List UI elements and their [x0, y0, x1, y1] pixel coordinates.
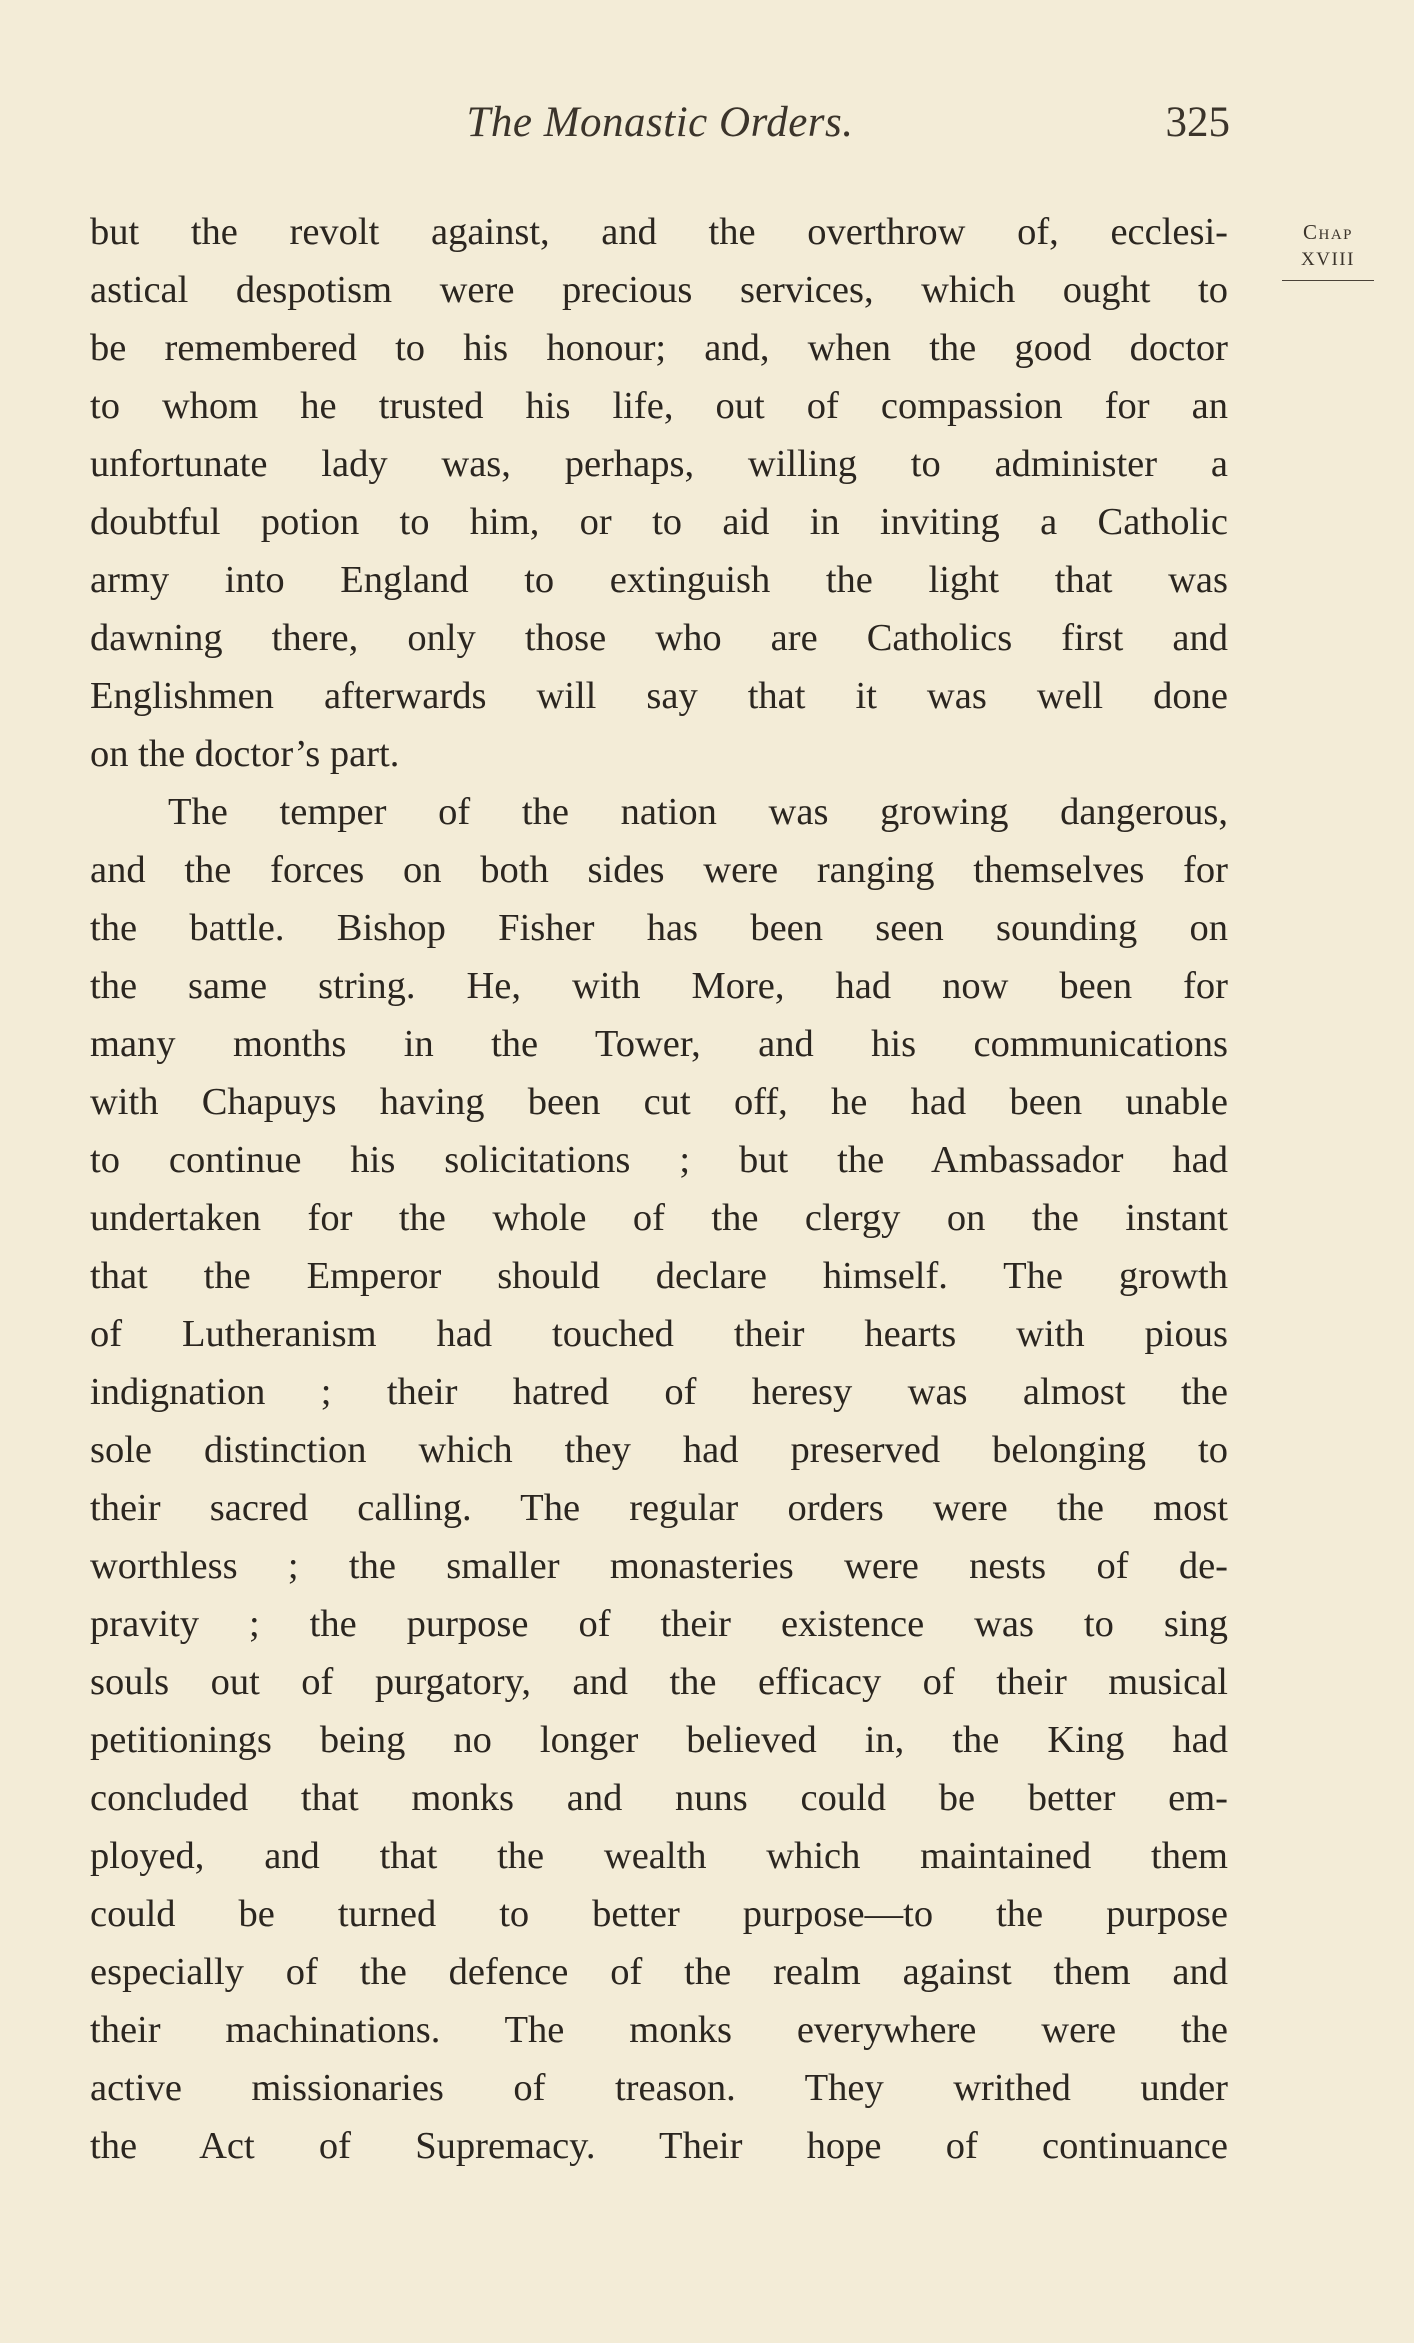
- text-line: worthless ; the smaller monasteries were nests of de-: [90, 1545, 1228, 1587]
- text-line: petitionings being no longer believed in, the King had: [90, 1719, 1228, 1761]
- text-line: astical despotism were precious services, which ought to: [90, 269, 1228, 311]
- chapter-label: Chap: [1302, 220, 1353, 244]
- text-line: pravity ; the purpose of their existence was to sing: [90, 1603, 1228, 1645]
- text-line: souls out of purgatory, and the efficacy of their musical: [90, 1661, 1228, 1703]
- text-line: ployed, and that the wealth which maintained them: [90, 1835, 1228, 1877]
- chapter-margin-note: [1278, 218, 1378, 281]
- text-line: of Lutheranism had touched their hearts with pious: [90, 1313, 1228, 1355]
- running-head: [90, 98, 1230, 158]
- text-line: but the revolt against, and the overthrow of, ecclesi-: [90, 211, 1228, 253]
- text-line: especially of the defence of the realm against them and: [90, 1951, 1228, 1993]
- text-line: be remembered to his honour; and, when the good doctor: [90, 327, 1228, 369]
- text-line: concluded that monks and nuns could be better em-: [90, 1777, 1228, 1819]
- text-line: dawning there, only those who are Catholics first and: [90, 617, 1228, 659]
- text-line: their sacred calling. The regular orders were the most: [90, 1487, 1228, 1529]
- text-line: army into England to extinguish the light that was: [90, 559, 1228, 601]
- text-line: indignation ; their hatred of heresy was almost the: [90, 1371, 1228, 1413]
- body-text: [90, 203, 1228, 2175]
- text-line: sole distinction which they had preserved belonging to: [90, 1429, 1228, 1471]
- running-title: The Monastic Orders.: [466, 99, 854, 146]
- page-number: 325: [1165, 99, 1230, 146]
- text-line: to whom he trusted his life, out of compassion for an: [90, 385, 1228, 427]
- text-line: with Chapuys having been cut off, he had been unable: [90, 1081, 1228, 1123]
- text-line: and the forces on both sides were ranging themselves for: [90, 849, 1228, 891]
- text-line: active missionaries of treason. They writhed under: [90, 2067, 1228, 2109]
- text-line: undertaken for the whole of the clergy on the instant: [90, 1197, 1228, 1239]
- text-line: to continue his solicitations ; but the Ambassador had: [90, 1139, 1228, 1181]
- text-line: unfortunate lady was, perhaps, willing to administer a: [90, 443, 1228, 485]
- chapter-rule: [1282, 280, 1374, 281]
- paragraph-first-line: The temper of the nation was growing dangerous,: [168, 791, 1228, 833]
- text-line: could be turned to better purpose—to the purpose: [90, 1893, 1228, 1935]
- text-line: the same string. He, with More, had now been for: [90, 965, 1228, 1007]
- text-line: that the Emperor should declare himself. The growth: [90, 1255, 1228, 1297]
- text-line: doubtful potion to him, or to aid in inviting a Catholic: [90, 501, 1228, 543]
- text-line: on the doctor’s part.: [90, 733, 400, 775]
- text-line: Englishmen afterwards will say that it was well done: [90, 675, 1228, 717]
- text-line: many months in the Tower, and his communications: [90, 1023, 1228, 1065]
- text-line: their machinations. The monks everywhere were the: [90, 2009, 1228, 2051]
- chapter-number: XVIII: [1301, 249, 1355, 270]
- text-line: the Act of Supremacy. Their hope of continuance: [90, 2125, 1228, 2167]
- text-line: the battle. Bishop Fisher has been seen sounding on: [90, 907, 1228, 949]
